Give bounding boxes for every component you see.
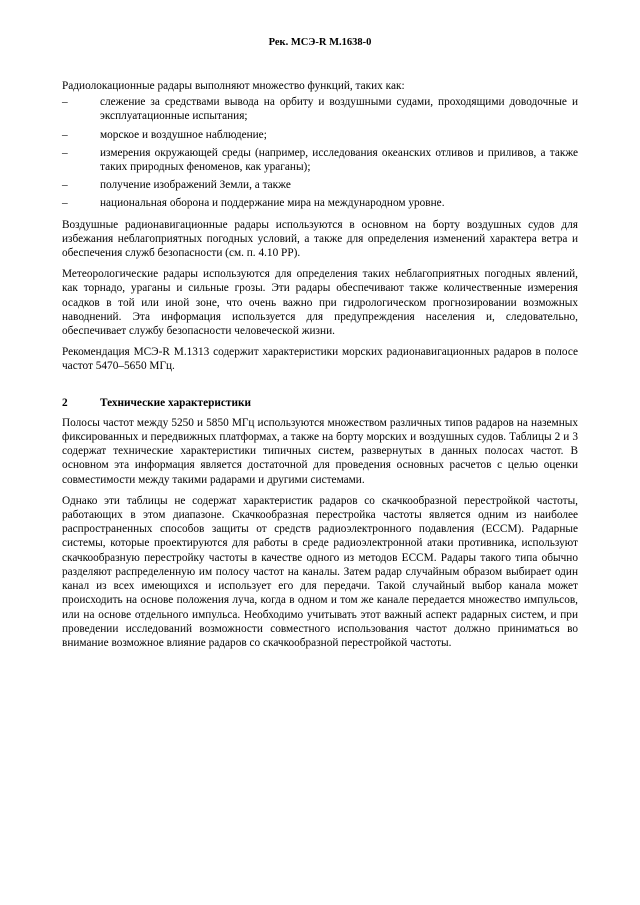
list-item <box>62 128 578 142</box>
paragraph-frequency-hopping: Однако эти таблицы не содержат характеристик радаров со скачкообразной перестройкой частоты, работающих в этом диапазоне. Скачкообразная перестройка частоты является одним из наиболее распространенных способов защиты от средств радиоэлектронного подавления (ЕССМ). Радарные системы, которые проектируются для работы в среде радиоэлектронной атаки противника, используют скачкообразную перестройку частоты в качестве одного из методов ЕССМ. Радары такого типа обычно разделяют распределенную им полосу частот на каналы. Затем радар случайным образом выбирает один канал из всех имеющихся и использует его для передачи. Такой случайный выбор канала может происходить на основе положения луча, когда в одном и том же канале передается множество импульсов, или на основе отдельного импульса. Необходимо учитывать этот важный аспект радарных систем, и при проведении исследований возможности совместного использования частот должно приниматься во внимание возможное влияние радаров со скачкообразной перестройкой частоты. <box>62 494 578 649</box>
section-number: 2 <box>62 396 68 409</box>
list-item <box>62 196 578 210</box>
intro-paragraph: Радиолокационные радары выполняют множество функций, таких как: <box>62 80 405 92</box>
list-item-text: морское и воздушное наблюдение; <box>100 128 267 141</box>
document-body <box>62 79 578 657</box>
list-marker: – <box>62 146 68 159</box>
list-item <box>62 178 578 192</box>
list-marker: – <box>62 128 68 141</box>
paragraph-meteorological-radars: Метеорологические радары используются для определения таких неблагоприятных погодных явлений, как торнадо, ураганы и сильные грозы. Эти радары обеспечивают также количественные измерения осадков в той или иной зоне, что очень важно при гидрологическом прогнозировании возможных наводнений. Эта информация используется для предупреждения населения и, следовательно, обеспечивает службу безопасности человеческой жизни. <box>62 268 578 338</box>
page-header: Рек. МСЭ-R M.1638-0 <box>268 37 372 48</box>
paragraph-recommendation-reference: Рекомендация МСЭ-R M.1313 содержит характеристики морских радионавигационных радаров в полосе частот 5470–5650 МГц. <box>62 346 578 373</box>
paragraph-frequency-bands: Полосы частот между 5250 и 5850 МГц используются множеством различных типов радаров на наземных фиксированных и передвижных платформах, а также на борту морских и воздушных судов. Таблицы 2 и 3 содержат технические характеристики типичных систем, развернутых в данных полосах частот. В основном эта информация является достаточной для проведения основных расчетов с целью оценки совместимости между такими радарами и другими системами. <box>62 416 578 486</box>
list-marker: – <box>62 179 68 192</box>
paragraph-airborne-radars: Воздушные радионавигационные радары используются в основном на борту воздушных судов для избежания неблагоприятных погодных условий, а также для определения изменений характера ветра и обеспечения служб безопасности (см. п. 4.10 РР). <box>62 218 578 260</box>
section-title: Технические характеристики <box>100 396 251 409</box>
list-item <box>62 95 578 123</box>
list-item-text: получение изображений Земли, а также <box>100 179 291 192</box>
list-item-text: национальная оборона и поддержание мира на международном уровне. <box>100 197 445 210</box>
list-item-text: слежение за средствами вывода на орбиту и воздушными судами, проходящими доводочные и эксплуатационные испытания; <box>100 96 578 123</box>
list-item <box>62 146 578 174</box>
list-item-text: измерения окружающей среды (например, исследования океанских отливов и приливов, а также таких природных феноменов, как ураганы); <box>100 146 578 174</box>
list-marker: – <box>62 197 68 210</box>
functions-list <box>62 95 578 210</box>
section-heading <box>62 396 578 410</box>
list-marker: – <box>62 96 68 109</box>
